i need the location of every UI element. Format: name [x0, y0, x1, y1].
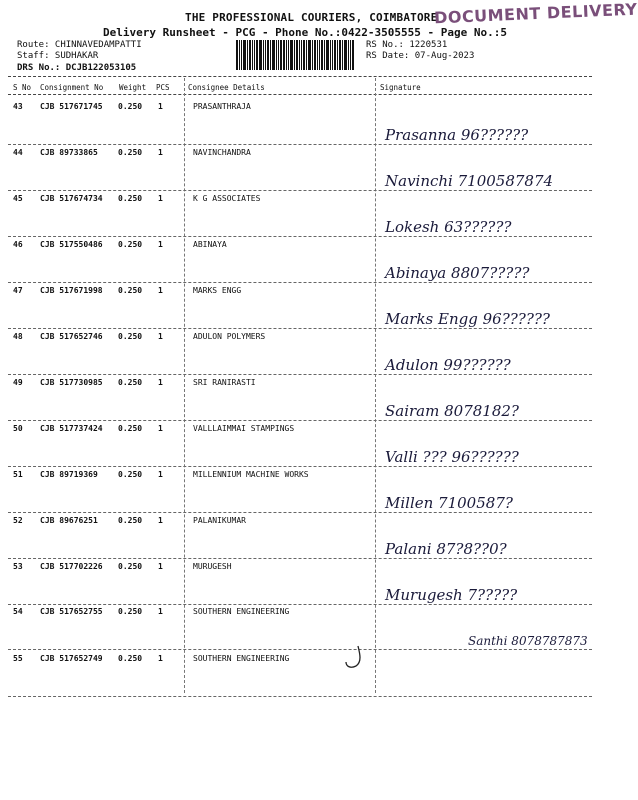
row-signature: Valli ??? 96??????	[385, 448, 519, 466]
row-consignment-no: CJB 89733865	[40, 148, 98, 157]
row-pcs: 1	[158, 148, 163, 157]
row-weight: 0.250	[118, 332, 143, 341]
row-consignment-no: CJB 517652755	[40, 607, 103, 616]
barcode	[236, 40, 358, 70]
row-weight: 0.250	[118, 102, 143, 111]
rs-number: RS No.: 1220531	[366, 40, 448, 50]
row-weight: 0.250	[118, 378, 143, 387]
row-signature: Navinchi 7100587874	[385, 172, 554, 190]
company-title: THE PROFESSIONAL COURIERS, COIMBATORE	[185, 11, 438, 24]
col-header-signature: Signature	[380, 83, 421, 92]
row-consignment-no: CJB 517671745	[40, 102, 103, 111]
signature-column-divider	[375, 78, 376, 693]
runsheet-subtitle: Delivery Runsheet - PCG - Phone No.:0422-3505555 - Page No.:5	[103, 26, 507, 39]
row-separator	[8, 374, 592, 375]
rs-date: RS Date: 07-Aug-2023	[366, 51, 475, 61]
row-weight: 0.250	[118, 424, 143, 433]
row-consignment-no: CJB 89676251	[40, 516, 98, 525]
row-separator	[8, 696, 592, 697]
row-consignment-no: CJB 89719369	[40, 470, 98, 479]
row-consignee: MURUGESH	[193, 562, 232, 571]
document-delivery-stamp: DOCUMENT DELIVERY	[433, 0, 638, 28]
row-sno: 49	[13, 378, 23, 387]
row-weight: 0.250	[118, 516, 143, 525]
row-consignee: SOUTHERN ENGINEERING	[193, 654, 290, 663]
row-sno: 52	[13, 516, 23, 525]
row-sno: 54	[13, 607, 23, 616]
row-consignee: VALLLAIMMAI STAMPINGS	[193, 424, 295, 433]
row-weight: 0.250	[118, 654, 143, 663]
row-sno: 47	[13, 286, 23, 295]
row-consignee: MARKS ENGG	[193, 286, 242, 295]
row-consignment-no: CJB 517652749	[40, 654, 103, 663]
route-label: Route: CHINNAVEDAMPATTI	[17, 40, 142, 50]
row-weight: 0.250	[118, 562, 143, 571]
drs-number: DRS No.: DCJB122053105	[17, 63, 137, 73]
row-sno: 43	[13, 102, 23, 111]
row-pcs: 1	[158, 102, 163, 111]
row-pcs: 1	[158, 654, 163, 663]
row-signature: Santhi 8078787873	[468, 634, 588, 648]
row-consignment-no: CJB 517550486	[40, 240, 103, 249]
row-sno: 51	[13, 470, 23, 479]
consignee-column-divider	[184, 78, 185, 693]
row-consignment-no: CJB 517730985	[40, 378, 103, 387]
row-consignment-no: CJB 517674734	[40, 194, 103, 203]
header-bottom-rule	[8, 94, 592, 95]
row-signature: Palani 87?8??0?	[385, 540, 507, 558]
row-separator	[8, 512, 592, 513]
row-signature: Abinaya 8807?????	[385, 264, 530, 282]
row-separator	[8, 328, 592, 329]
row-consignee: ABINAYA	[193, 240, 227, 249]
row-signature: Adulon 99??????	[385, 356, 511, 374]
row-signature: Murugesh 7?????	[385, 586, 518, 604]
row-signature: Lokesh 63??????	[385, 218, 512, 236]
row-weight: 0.250	[118, 607, 143, 616]
col-header-pcs: PCS	[156, 83, 170, 92]
row-weight: 0.250	[118, 148, 143, 157]
col-header-consignee: Consignee Details	[188, 83, 265, 92]
row-signature: Prasanna 96??????	[385, 126, 529, 144]
row-sno: 53	[13, 562, 23, 571]
row-consignment-no: CJB 517737424	[40, 424, 103, 433]
header-top-rule	[8, 76, 592, 77]
row-sno: 55	[13, 654, 23, 663]
row-signature: Marks Engg 96??????	[385, 310, 550, 328]
row-weight: 0.250	[118, 286, 143, 295]
row-sno: 48	[13, 332, 23, 341]
row-pcs: 1	[158, 332, 163, 341]
row-pcs: 1	[158, 562, 163, 571]
row-sno: 46	[13, 240, 23, 249]
row-weight: 0.250	[118, 240, 143, 249]
row-weight: 0.250	[118, 470, 143, 479]
col-header-weight: Weight	[119, 83, 147, 92]
checkmark-scribble	[340, 642, 370, 672]
row-consignee: SRI RANIRASTI	[193, 378, 256, 387]
row-sno: 50	[13, 424, 23, 433]
row-pcs: 1	[158, 194, 163, 203]
row-consignee: NAVINCHANDRA	[193, 148, 251, 157]
row-sno: 45	[13, 194, 23, 203]
row-pcs: 1	[158, 516, 163, 525]
row-separator	[8, 236, 592, 237]
col-header-sno: S No	[13, 83, 32, 92]
staff-label: Staff: SUDHAKAR	[17, 51, 99, 61]
row-consignee: PRASANTHRAJA	[193, 102, 251, 111]
row-signature: Sairam 8078182?	[385, 402, 519, 420]
row-consignment-no: CJB 517652746	[40, 332, 103, 341]
row-pcs: 1	[158, 607, 163, 616]
row-consignee: ADULON POLYMERS	[193, 332, 266, 341]
row-weight: 0.250	[118, 194, 143, 203]
row-separator	[8, 282, 592, 283]
row-consignee: MILLENNIUM MACHINE WORKS	[193, 470, 309, 479]
row-separator	[8, 144, 592, 145]
row-pcs: 1	[158, 240, 163, 249]
row-pcs: 1	[158, 424, 163, 433]
row-separator	[8, 649, 592, 650]
row-pcs: 1	[158, 286, 163, 295]
row-separator	[8, 558, 592, 559]
row-consignee: SOUTHERN ENGINEERING	[193, 607, 290, 616]
row-separator	[8, 466, 592, 467]
row-separator	[8, 420, 592, 421]
row-separator	[8, 190, 592, 191]
row-signature: Millen 7100587?	[385, 494, 513, 512]
row-sno: 44	[13, 148, 23, 157]
row-consignment-no: CJB 517702226	[40, 562, 103, 571]
col-header-consignment: Consignment No	[40, 83, 104, 92]
row-consignee: K G ASSOCIATES	[193, 194, 261, 203]
row-consignment-no: CJB 517671998	[40, 286, 103, 295]
row-separator	[8, 604, 592, 605]
row-pcs: 1	[158, 378, 163, 387]
row-consignee: PALANIKUMAR	[193, 516, 246, 525]
row-pcs: 1	[158, 470, 163, 479]
